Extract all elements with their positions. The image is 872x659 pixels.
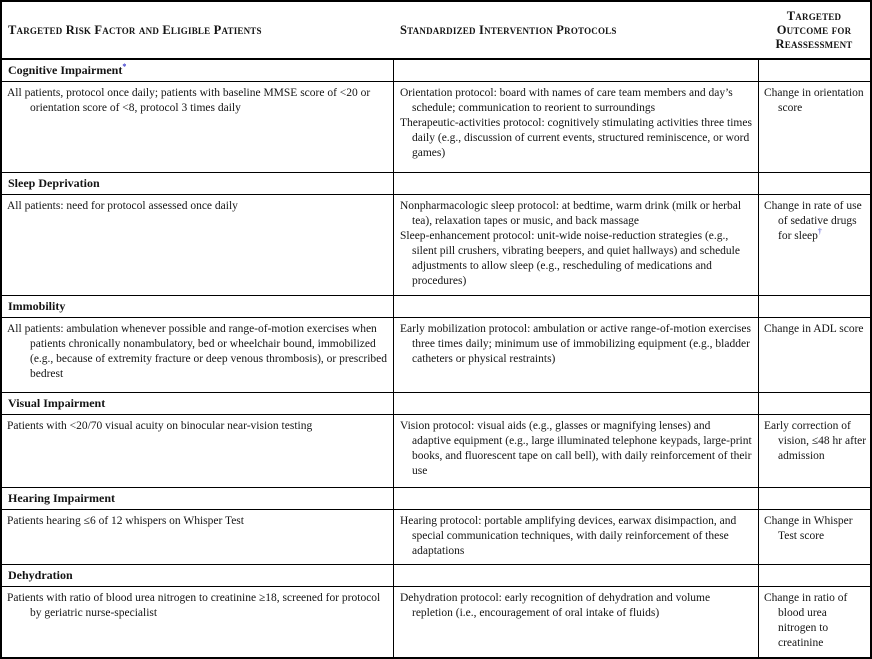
protocol-text: Vision protocol: visual aids (e.g., glasses or magnifying lenses) and adaptive equipment (e.g., large illuminated telephone keypads, large-print books, and fluorescent tape on call bell), with daily reinforcement of their use — [400, 420, 752, 477]
outcome-cell — [758, 587, 870, 657]
section-title-text: Sleep Deprivation — [8, 176, 100, 190]
empty-cell — [758, 565, 870, 586]
column-header-outcome-line3: Reassessment — [775, 37, 853, 51]
table-row — [2, 415, 870, 488]
eligible-patients-cell — [2, 195, 393, 295]
column-header-risk-factor: Targeted Risk Factor and Eligible Patients — [8, 23, 262, 37]
protocol-text: Dehydration protocol: early recognition of dehydration and volume repletion (i.e., encouragement of oral intake of fluids) — [400, 592, 711, 619]
section-title — [2, 393, 393, 414]
section-title — [2, 173, 393, 194]
protocols-cell — [393, 195, 758, 295]
footnote-marker-dagger: † — [817, 227, 822, 237]
eligible-patients-text: All patients: need for protocol assessed once daily — [7, 200, 238, 212]
eligible-patients-cell — [2, 82, 393, 172]
empty-cell — [393, 173, 758, 194]
empty-cell — [393, 296, 758, 317]
protocols-cell — [393, 587, 758, 657]
empty-cell — [758, 393, 870, 414]
eligible-patients-text: All patients, protocol once daily; patients with baseline MMSE score of <20 or orientation score of <8, protocol 3 times daily — [7, 87, 371, 114]
section-title-text: Hearing Impairment — [8, 491, 115, 505]
table-row — [2, 195, 870, 296]
section-header-dehydration — [2, 565, 870, 587]
empty-cell — [393, 565, 758, 586]
header-row — [2, 2, 870, 60]
section-header-visual-impairment — [2, 393, 870, 415]
section-title — [2, 296, 393, 317]
eligible-patients-text: Patients with ratio of blood urea nitrogen to creatinine ≥18, screened for protocol by geriatric nurse-specialist — [7, 592, 381, 619]
section-title-text: Visual Impairment — [8, 396, 106, 410]
empty-cell — [393, 60, 758, 81]
protocol-text: Hearing protocol: portable amplifying devices, earwax disimpaction, and special communication techniques, with daily reinforcement of these adaptations — [400, 515, 737, 557]
protocol-text: Early mobilization protocol: ambulation or active range-of-motion exercises three times daily; minimum use of immobilizing equipment (e.g., bladder catheters or physical restraints) — [400, 323, 751, 365]
column-header-outcome-line2: Outcome for — [776, 23, 852, 37]
outcome-text: Change in ADL score — [764, 323, 864, 335]
column-header-protocols: Standardized Intervention Protocols — [400, 23, 617, 37]
section-header-sleep-deprivation — [2, 173, 870, 195]
column-header-outcome — [758, 9, 870, 51]
table-row — [2, 510, 870, 565]
section-title — [2, 565, 393, 586]
empty-cell — [393, 393, 758, 414]
eligible-patients-cell — [2, 318, 393, 392]
eligible-patients-text: Patients with <20/70 visual acuity on binocular near-vision testing — [7, 420, 313, 432]
section-title — [2, 60, 393, 81]
empty-cell — [393, 488, 758, 509]
outcome-cell — [758, 82, 870, 172]
protocol-text: Nonpharmacologic sleep protocol: at bedtime, warm drink (milk or herbal tea), relaxation tapes or music, and back massage — [400, 200, 742, 227]
eligible-patients-cell — [2, 587, 393, 657]
outcome-cell — [758, 415, 870, 487]
protocols-cell — [393, 510, 758, 564]
protocol-text: Orientation protocol: board with names of care team members and day’s schedule; communication to reorient to surroundings — [400, 87, 733, 114]
protocols-cell — [393, 318, 758, 392]
section-title-text: Cognitive Impairment — [8, 63, 123, 77]
empty-cell — [758, 60, 870, 81]
outcome-text: Change in rate of use of sedative drugs for sleep — [764, 200, 862, 242]
section-title-text: Immobility — [8, 299, 66, 313]
outcome-cell — [758, 510, 870, 564]
outcome-cell — [758, 195, 870, 295]
eligible-patients-text: All patients: ambulation whenever possible and range-of-motion exercises when patients chronically nonambulatory, bed or wheelchair bound, immobilized (e.g., because of extremity fracture or deep venous thrombosis), or prescribed bedrest — [7, 323, 388, 380]
eligible-patients-cell — [2, 510, 393, 564]
section-title — [2, 488, 393, 509]
empty-cell — [758, 488, 870, 509]
section-title-text: Dehydration — [8, 568, 73, 582]
table-row — [2, 587, 870, 657]
outcome-text: Change in orientation score — [764, 87, 864, 114]
outcome-text: Change in ratio of blood urea nitrogen to creatinine — [764, 592, 848, 649]
protocols-cell — [393, 415, 758, 487]
empty-cell — [758, 296, 870, 317]
protocol-text: Therapeutic-activities protocol: cognitively stimulating activities three times daily (e.g., discussion of current events, structured reminiscence, or word games) — [400, 117, 752, 159]
outcome-cell — [758, 318, 870, 392]
table-row — [2, 318, 870, 393]
section-header-immobility — [2, 296, 870, 318]
section-header-hearing-impairment — [2, 488, 870, 510]
table-row — [2, 82, 870, 173]
empty-cell — [758, 173, 870, 194]
outcome-text: Early correction of vision, ≤48 hr after admission — [764, 420, 867, 462]
eligible-patients-cell — [2, 415, 393, 487]
footnote-marker-asterisk: * — [122, 62, 127, 71]
eligible-patients-text: Patients hearing ≤6 of 12 whispers on Whisper Test — [7, 515, 244, 527]
column-header-outcome-line1: Targeted — [786, 9, 842, 23]
outcome-text: Change in Whisper Test score — [764, 515, 853, 542]
protocols-cell — [393, 82, 758, 172]
protocol-text: Sleep-enhancement protocol: unit-wide noise-reduction strategies (e.g., silent pill crushers, vibrating beepers, and quiet hallways) and schedule adjustments to allow sleep (e.g., rescheduling of medications and procedures) — [400, 230, 740, 287]
section-header-cognitive-impairment — [2, 60, 870, 82]
